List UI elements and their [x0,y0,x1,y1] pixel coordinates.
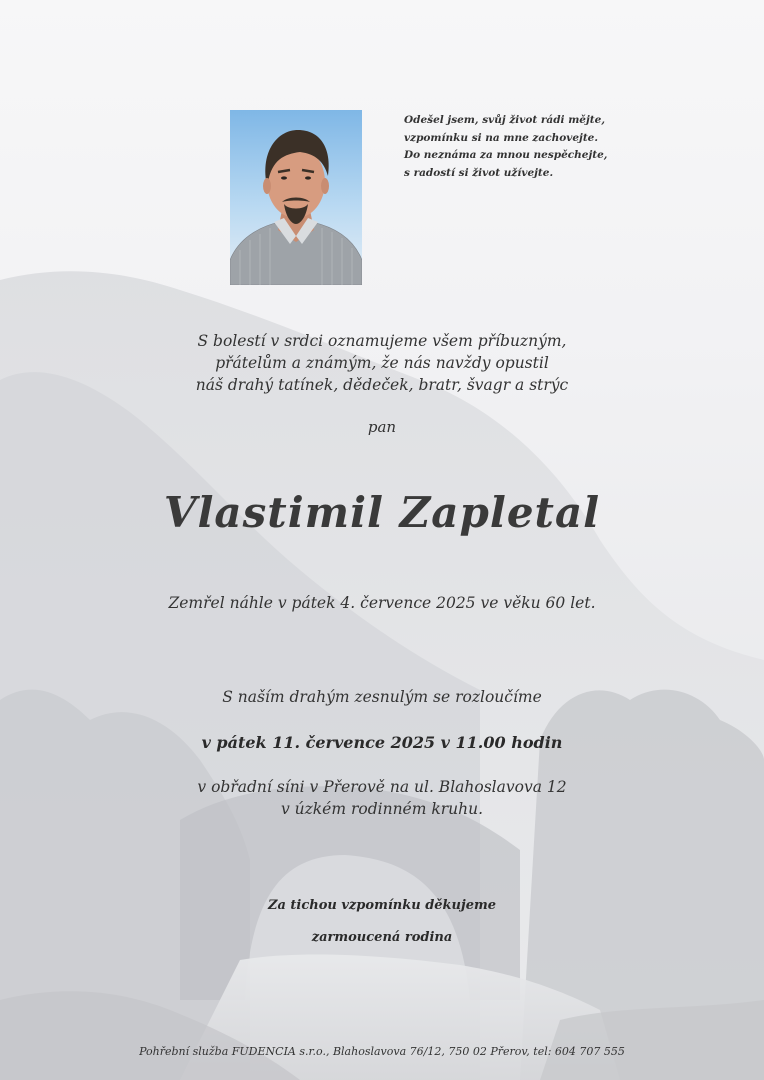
farewell-text: S naším drahým zesnulým se rozloučíme [222,688,542,706]
salutation: pan [367,418,397,436]
family-signature: zarmoucená rodina [311,930,453,945]
intro-line: náš drahý tatínek, dědeček, bratr, švagr a strýc [195,376,569,394]
ceremony-place [0,776,764,820]
poem [404,112,644,182]
poem-line: vzpomínku si na mne zachovejte. [404,131,598,144]
poem-line: Odešel jsem, svůj život rádi mějte, [404,114,605,126]
portrait-photo [230,110,362,285]
death-notice: Zemřel náhle v pátek 4. července 2025 ve věku 60 let. [168,594,596,612]
poem-line: s radostí si život užívejte. [404,166,554,179]
poem-line: Do neznáma za mnou nespěchejte, [404,149,608,161]
funeral-service-footer: Pohřební služba FUDENCIA s.r.o., Blahoslavova 76/12, 750 02 Přerov, tel: 604 707 555 [139,1045,625,1058]
place-line: v úzkém rodinném kruhu. [280,800,484,818]
announcement-intro [0,330,764,396]
intro-line: přátelům a známým, že nás navždy opustil [215,354,549,372]
intro-line: S bolestí v srdci oznamujeme všem příbuzným, [197,332,567,350]
thanks-text: Za tichou vzpomínku děkujeme [267,898,497,913]
deceased-name: Vlastimil Zapletal [163,488,601,537]
place-line: v obřadní síni v Přerově na ul. Blahoslavova 12 [197,778,567,796]
ceremony-date: v pátek 11. července 2025 v 11.00 hodin [201,733,563,752]
